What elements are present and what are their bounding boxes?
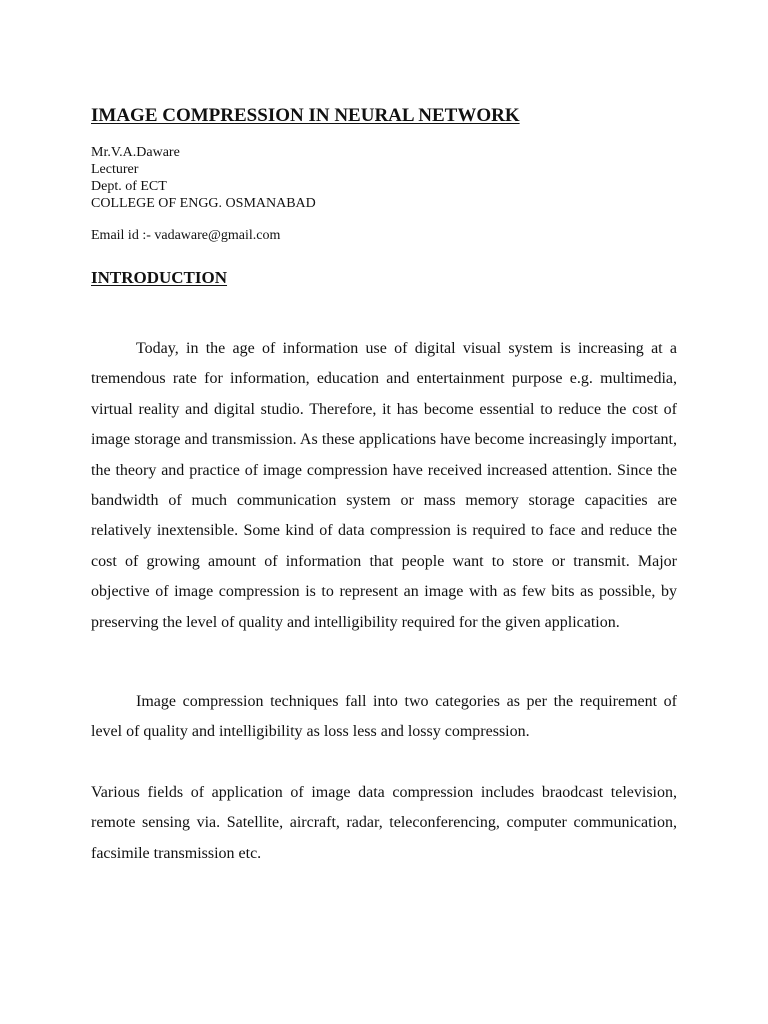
author-info [91,144,316,212]
author-email: Email id :- vadaware@gmail.com [91,228,281,243]
intro-paragraph-3: Various fields of application of image data compression includes braodcast television, remote sensing via. Satellite, aircraft, radar, teleconferencing, computer communication, facsimile transmission etc. [91,784,677,862]
author-position: Lecturer [91,162,139,177]
author-institution: COLLEGE OF ENGG. OSMANABAD [91,196,316,211]
document-title: IMAGE COMPRESSION IN NEURAL NETWORK [91,105,520,126]
intro-paragraph-2: Image compression techniques fall into two categories as per the requirement of level of quality and intelligibility as loss less and lossy compression. [91,693,677,741]
author-name: Mr.V.A.Daware [91,145,180,160]
author-department: Dept. of ECT [91,179,167,194]
section-heading-introduction: INTRODUCTION [91,268,228,287]
intro-paragraph-1: Today, in the age of information use of digital visual system is increasing at a tremendous rate for information, education and entertainment purpose e.g. multimedia, virtual reality and digital studio. Therefore, it has become essential to reduce the cost of image storage and transmission. As these applications have become increasingly important, the theory and practice of image compression have received increased attention. Since the bandwidth of much communication system or mass memory storage capacities are relatively inextensible. Some kind of data compression is required to face and reduce the cost of growing amount of information that people want to store or transmit. Major objective of image compression is to represent an image with as few bits as possible, by preserving the level of quality and intelligibility required for the given application. [91,340,677,631]
